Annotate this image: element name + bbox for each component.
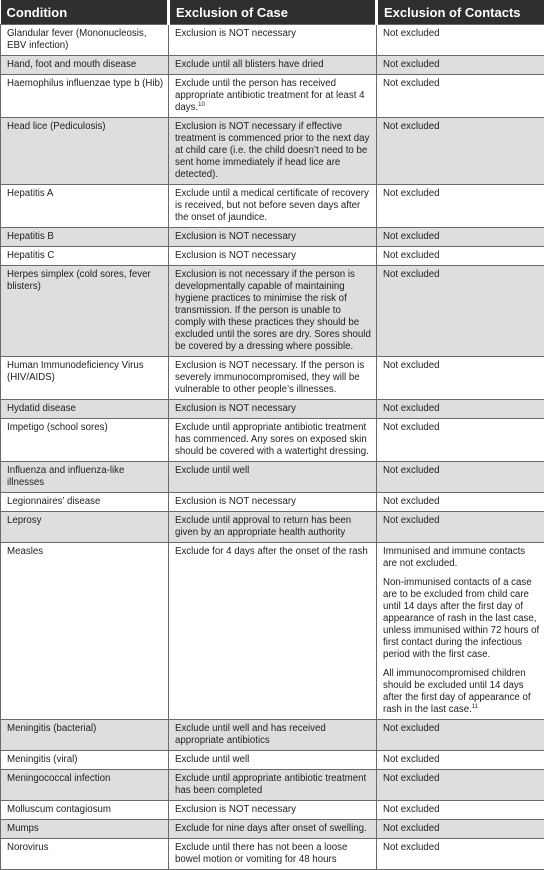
contacts-text: Not excluded: [383, 121, 440, 132]
exclusion-of-contacts-cell: [377, 75, 544, 118]
case-text: Exclusion is not necessary if the person is developmentally capable of maintaining hygiene practices to minimise the risk of transmission. If the person is unable to comply with these practices they should be excluded until the sores are dry. Sores should be covered by a dressing where possible.: [175, 269, 371, 352]
contacts-paragraph: [383, 269, 540, 281]
contacts-paragraph: [383, 465, 540, 477]
contacts-paragraph: [383, 723, 540, 735]
contacts-text: Not excluded: [383, 496, 440, 507]
condition-cell: Impetigo (school sores): [1, 419, 169, 462]
exclusion-of-contacts-cell: [377, 56, 544, 75]
exclusion-of-case-cell: [169, 266, 377, 357]
exclusion-of-contacts-cell: [377, 801, 544, 820]
contacts-paragraph: [383, 804, 540, 816]
condition-cell: Hand, foot and mouth disease: [1, 56, 169, 75]
case-text: Exclusion is NOT necessary: [175, 496, 296, 507]
exclusion-of-contacts-cell: [377, 247, 544, 266]
case-text: Exclusion is NOT necessary. If the person is severely immunocompromised, they will be vulnerable to other people’s illnesses.: [175, 360, 364, 395]
exclusion-of-contacts-cell: [377, 543, 544, 720]
contacts-text: Not excluded: [383, 465, 440, 476]
table-row: [1, 118, 544, 185]
condition-cell: Hepatitis C: [1, 247, 169, 266]
case-text: Exclusion is NOT necessary: [175, 231, 296, 242]
case-text: Exclude until appropriate antibiotic treatment has commenced. Any sores on exposed skin should be covered with a watertight dressing.: [175, 422, 369, 457]
contacts-text: Not excluded: [383, 403, 440, 414]
contacts-text: Not excluded: [383, 28, 440, 39]
table-row: [1, 400, 544, 419]
contacts-paragraph: [383, 121, 540, 133]
table-row: [1, 56, 544, 75]
case-text: Exclude until well and has received appropriate antibiotics: [175, 723, 326, 746]
contacts-paragraph: [383, 231, 540, 243]
contacts-text: Not excluded: [383, 723, 440, 734]
table-row: [1, 801, 544, 820]
exclusion-of-case-cell: [169, 185, 377, 228]
exclusion-of-contacts-cell: [377, 462, 544, 493]
case-text: Exclude until the person has received appropriate antibiotic treatment for at least 4 days.: [175, 78, 365, 113]
exclusion-of-contacts-cell: [377, 839, 544, 870]
exclusion-of-contacts-cell: [377, 118, 544, 185]
condition-cell: Herpes simplex (cold sores, fever blisters): [1, 266, 169, 357]
table-body: [1, 25, 544, 870]
exclusion-of-case-cell: [169, 419, 377, 462]
contacts-paragraph: [383, 842, 540, 854]
table-row: [1, 720, 544, 751]
exclusion-of-case-cell: [169, 228, 377, 247]
contacts-paragraph: [383, 496, 540, 508]
contacts-text: All immunocompromised children should be excluded until 14 days after the first day of appearance of rash in the last case.: [383, 668, 531, 715]
footnote-reference: 10: [198, 102, 205, 108]
exclusion-of-case-cell: [169, 462, 377, 493]
case-text: Exclude for nine days after onset of swelling.: [175, 823, 367, 834]
contacts-text: Non-immunised contacts of a case are to be excluded from child care until 14 days after the first day of appearance of rash in the last case, unless immunised within 72 hours of first contact during the infectious period with the first case.: [383, 577, 539, 660]
footnote-reference: 11: [472, 704, 478, 710]
contacts-text: Not excluded: [383, 842, 440, 853]
contacts-text: Not excluded: [383, 804, 440, 815]
header-exclusion-of-case: Exclusion of Case: [169, 0, 377, 25]
contacts-paragraph: [383, 250, 540, 262]
contacts-paragraph: [383, 754, 540, 766]
contacts-paragraph: [383, 773, 540, 785]
table-header: [1, 0, 544, 25]
table-row: [1, 543, 544, 720]
contacts-text: Not excluded: [383, 250, 440, 261]
exclusion-of-case-cell: [169, 820, 377, 839]
condition-cell: Human Immunodeficiency Virus (HIV/AIDS): [1, 357, 169, 400]
table-row: [1, 357, 544, 400]
contacts-paragraph: [383, 422, 540, 434]
exclusion-of-contacts-cell: [377, 357, 544, 400]
contacts-text: Not excluded: [383, 773, 440, 784]
condition-cell: Legionnaires’ disease: [1, 493, 169, 512]
exclusion-of-case-cell: [169, 720, 377, 751]
exclusion-of-contacts-cell: [377, 266, 544, 357]
case-text: Exclusion is NOT necessary: [175, 28, 296, 39]
header-row: [1, 0, 544, 25]
condition-cell: Hepatitis B: [1, 228, 169, 247]
condition-cell: Measles: [1, 543, 169, 720]
contacts-paragraph: [383, 59, 540, 71]
exclusion-of-contacts-cell: [377, 751, 544, 770]
case-text: Exclude for 4 days after the onset of the rash: [175, 546, 368, 557]
exclusion-of-contacts-cell: [377, 820, 544, 839]
table-row: [1, 751, 544, 770]
exclusion-of-contacts-cell: [377, 720, 544, 751]
exclusion-of-case-cell: [169, 118, 377, 185]
condition-cell: Norovirus: [1, 839, 169, 870]
contacts-text: Not excluded: [383, 823, 440, 834]
contacts-text: Immunised and immune contacts are not excluded.: [383, 546, 525, 569]
header-condition: Condition: [1, 0, 169, 25]
condition-cell: Head lice (Pediculosis): [1, 118, 169, 185]
case-text: Exclusion is NOT necessary: [175, 804, 296, 815]
exclusion-of-case-cell: [169, 400, 377, 419]
contacts-text: Not excluded: [383, 422, 440, 433]
case-text: Exclude until all blisters have dried: [175, 59, 324, 70]
contacts-text: Not excluded: [383, 515, 440, 526]
contacts-text: Not excluded: [383, 231, 440, 242]
condition-cell: Meningitis (viral): [1, 751, 169, 770]
contacts-paragraph: [383, 360, 540, 372]
table-row: [1, 419, 544, 462]
exclusion-of-contacts-cell: [377, 419, 544, 462]
exclusion-of-contacts-cell: [377, 400, 544, 419]
header-exclusion-of-contacts: Exclusion of Contacts: [377, 0, 544, 25]
contacts-paragraph: [383, 668, 540, 716]
condition-cell: Meningitis (bacterial): [1, 720, 169, 751]
condition-cell: Leprosy: [1, 512, 169, 543]
table-row: [1, 228, 544, 247]
table-row: [1, 266, 544, 357]
condition-cell: Molluscum contagiosum: [1, 801, 169, 820]
case-text: Exclude until a medical certificate of recovery is received, but not before seven days after the onset of jaundice.: [175, 188, 369, 223]
exclusion-of-contacts-cell: [377, 493, 544, 512]
condition-cell: Hydatid disease: [1, 400, 169, 419]
condition-cell: Hepatitis A: [1, 185, 169, 228]
case-text: Exclude until well: [175, 754, 249, 765]
table-row: [1, 185, 544, 228]
contacts-paragraph: [383, 577, 540, 661]
case-text: Exclude until there has not been a loose bowel motion or vomiting for 48 hours: [175, 842, 347, 865]
exclusion-of-contacts-cell: [377, 228, 544, 247]
contacts-paragraph: [383, 515, 540, 527]
table-row: [1, 493, 544, 512]
table-row: [1, 512, 544, 543]
exclusion-of-case-cell: [169, 75, 377, 118]
exclusion-of-case-cell: [169, 357, 377, 400]
case-text: Exclusion is NOT necessary: [175, 250, 296, 261]
exclusion-of-case-cell: [169, 493, 377, 512]
exclusion-of-contacts-cell: [377, 185, 544, 228]
contacts-paragraph: [383, 823, 540, 835]
condition-cell: Influenza and influenza-like illnesses: [1, 462, 169, 493]
case-text: Exclude until appropriate antibiotic treatment has been completed: [175, 773, 366, 796]
contacts-text: Not excluded: [383, 59, 440, 70]
case-text: Exclude until well: [175, 465, 249, 476]
exclusion-of-case-cell: [169, 56, 377, 75]
exclusion-of-case-cell: [169, 25, 377, 56]
table-row: [1, 25, 544, 56]
contacts-paragraph: [383, 28, 540, 40]
case-text: Exclusion is NOT necessary if effective treatment is commenced prior to the next day at child care (i.e. the child doesn’t need to be sent home immediately if head lice are detected).: [175, 121, 369, 180]
condition-cell: Haemophilus influenzae type b (Hib): [1, 75, 169, 118]
exclusion-of-contacts-cell: [377, 512, 544, 543]
table-row: [1, 839, 544, 870]
exclusion-of-case-cell: [169, 247, 377, 266]
contacts-text: Not excluded: [383, 360, 440, 371]
case-text: Exclusion is NOT necessary: [175, 403, 296, 414]
table-row: [1, 462, 544, 493]
exclusion-of-case-cell: [169, 770, 377, 801]
condition-cell: Meningococcal infection: [1, 770, 169, 801]
contacts-paragraph: [383, 546, 540, 570]
table-row: [1, 820, 544, 839]
condition-cell: Mumps: [1, 820, 169, 839]
contacts-text: Not excluded: [383, 269, 440, 280]
exclusion-of-case-cell: [169, 512, 377, 543]
table-row: [1, 247, 544, 266]
exclusion-of-contacts-cell: [377, 770, 544, 801]
contacts-paragraph: [383, 188, 540, 200]
exclusion-of-case-cell: [169, 839, 377, 870]
exclusion-of-case-cell: [169, 543, 377, 720]
contacts-text: Not excluded: [383, 188, 440, 199]
exclusion-of-case-cell: [169, 751, 377, 770]
exclusion-of-case-cell: [169, 801, 377, 820]
contacts-paragraph: [383, 403, 540, 415]
exclusion-of-contacts-cell: [377, 25, 544, 56]
contacts-text: Not excluded: [383, 754, 440, 765]
contacts-text: Not excluded: [383, 78, 440, 89]
condition-cell: Glandular fever (Mononucleosis, EBV infection): [1, 25, 169, 56]
table-row: [1, 770, 544, 801]
table-row: [1, 75, 544, 118]
contacts-paragraph: [383, 78, 540, 90]
case-text: Exclude until approval to return has been given by an appropriate health authority: [175, 515, 351, 538]
